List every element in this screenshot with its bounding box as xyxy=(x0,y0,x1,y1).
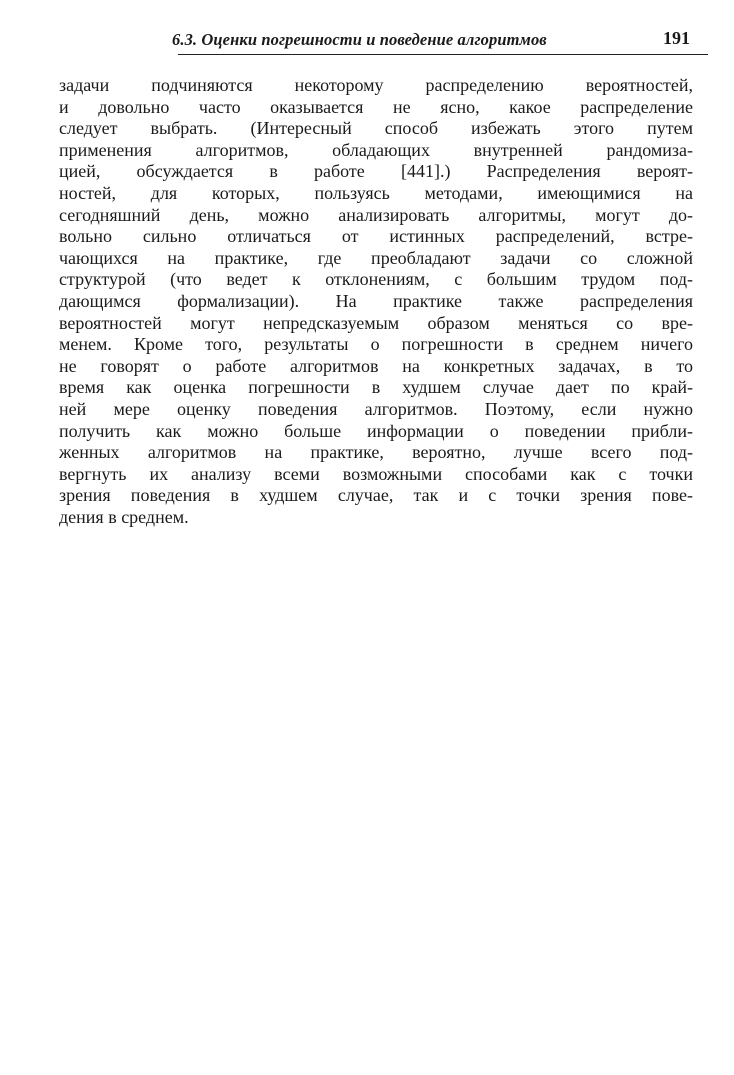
text-line: не говорят о работе алгоритмов на конкретных задачах, в то xyxy=(59,355,693,376)
header-rule xyxy=(178,54,708,55)
text-line: время как оценка погрешности в худшем случае дает по край- xyxy=(59,377,693,398)
text-line: зрения поведения в худшем случае, так и с точки зрения пове- xyxy=(59,485,693,506)
text-line: применения алгоритмов, обладающих внутренней рандомиза- xyxy=(59,139,693,160)
text-line: получить как можно больше информации о поведении прибли- xyxy=(59,420,693,441)
text-line: вергнуть их анализу всеми возможными способами как с точки xyxy=(59,463,693,484)
text-line: менем. Кроме того, результаты о погрешности в среднем ничего xyxy=(59,334,693,355)
text-line: и довольно часто оказывается не ясно, какое распределение xyxy=(59,96,693,117)
text-line: цией, обсуждается в работе [441].) Распределения вероят- xyxy=(59,161,693,182)
text-line: женных алгоритмов на практике, вероятно, лучше всего под- xyxy=(59,442,693,463)
text-line: структурой (что ведет к отклонениям, с большим трудом под- xyxy=(59,269,693,290)
text-line: вероятностей могут непредсказуемым образом меняться со вре- xyxy=(59,312,693,333)
text-line: ней мере оценку поведения алгоритмов. Поэтому, если нужно xyxy=(59,398,693,419)
running-head xyxy=(60,24,696,54)
running-head-title: 6.3. Оценки погрешности и поведение алгоритмов xyxy=(172,30,547,49)
text-line: сегодняшний день, можно анализировать алгоритмы, могут до- xyxy=(59,204,693,225)
text-line: следует выбрать. (Интересный способ избежать этого путем xyxy=(59,118,693,139)
text-line: дения в среднем. xyxy=(59,506,189,527)
text-line: ностей, для которых, пользуясь методами, имеющимися на xyxy=(59,182,693,203)
text-line: задачи подчиняются некоторому распределению вероятностей, xyxy=(59,75,693,95)
page-number: 191 xyxy=(663,28,690,48)
text-line: вольно сильно отличаться от истинных распределений, встре- xyxy=(59,226,693,247)
text-line: чающихся на практике, где преобладают задачи со сложной xyxy=(59,247,693,268)
body-paragraph xyxy=(59,75,693,528)
text-line: дающимся формализации). На практике также распределения xyxy=(59,290,693,311)
